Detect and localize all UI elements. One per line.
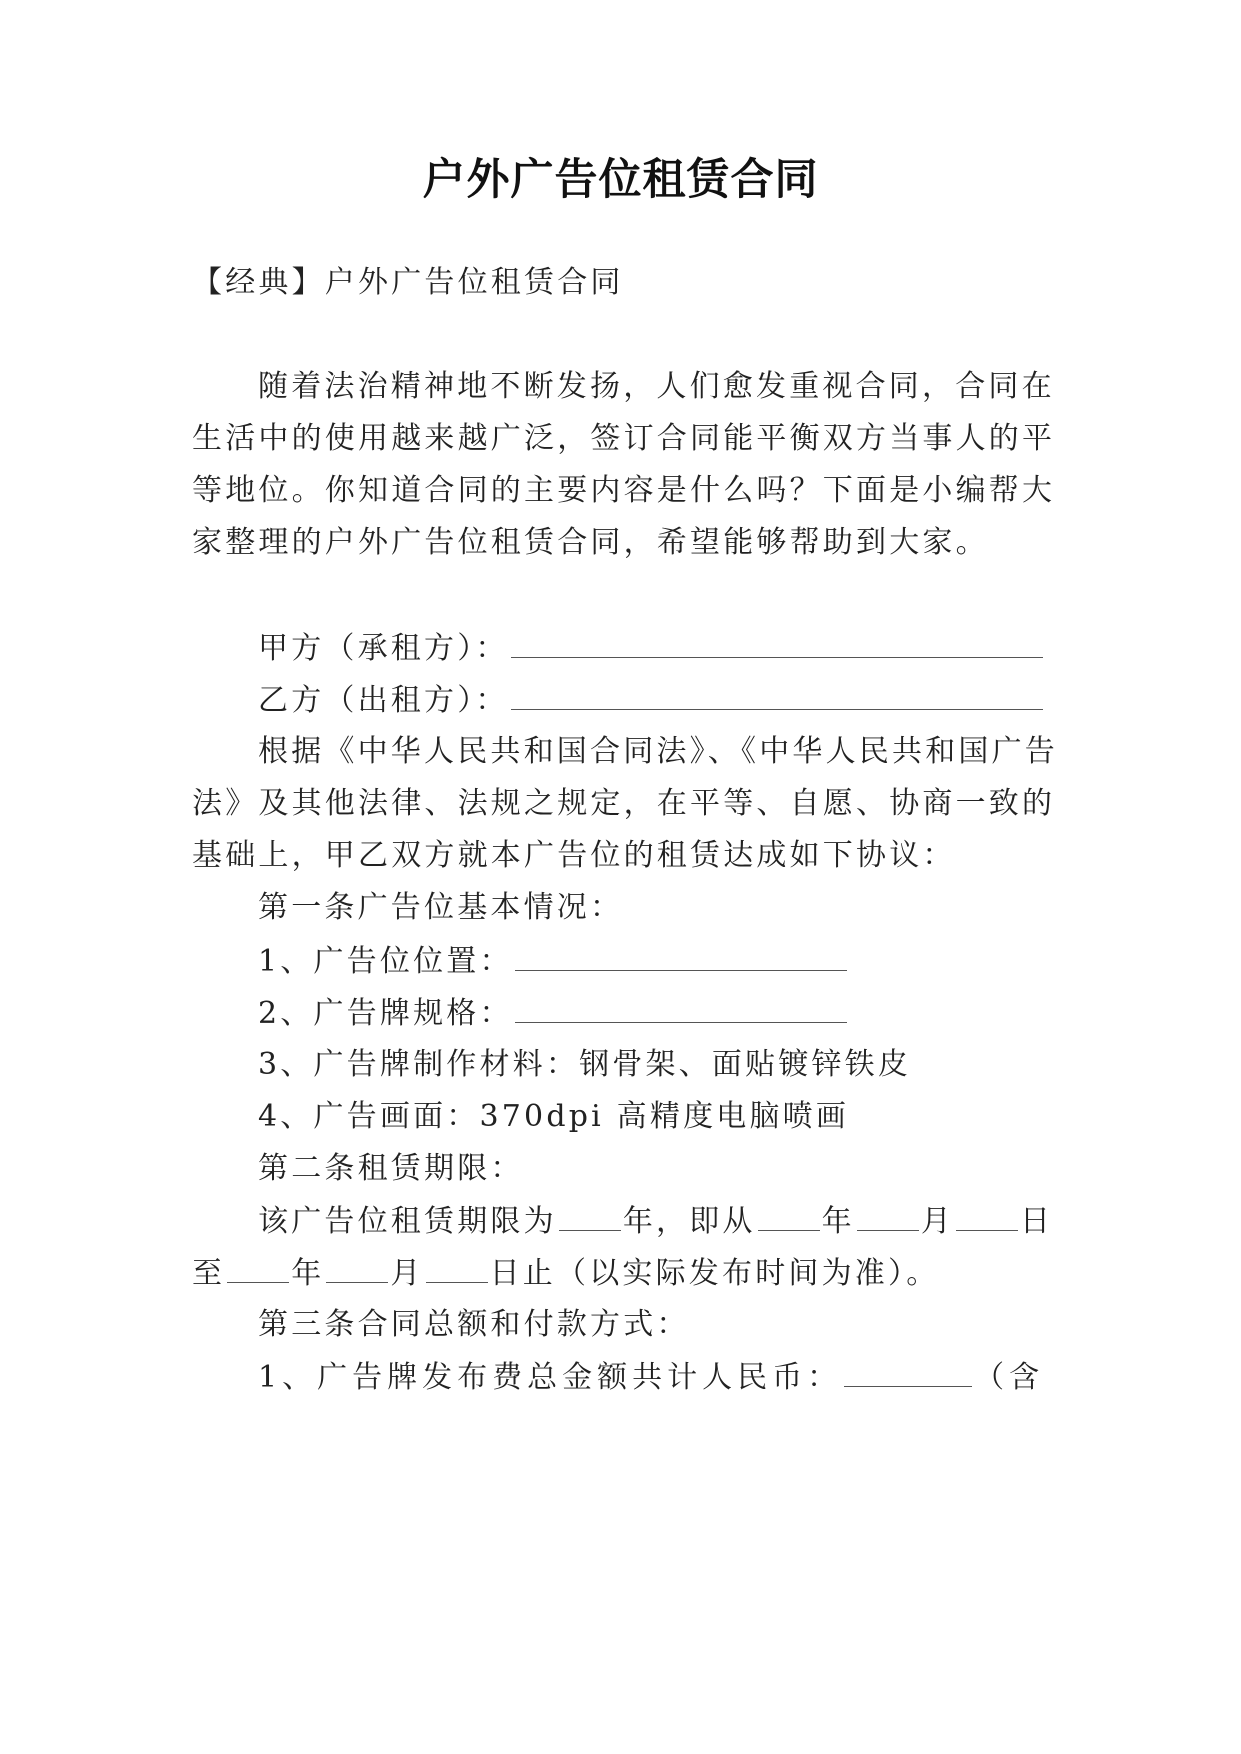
party-b-label: 乙方（出租方）： [258, 683, 509, 718]
basis-line-3: 基础上，甲乙双方就本广告位的租赁达成如下协议： [192, 838, 956, 873]
article2-line1-part1: 该广告位租赁期限为 [258, 1204, 557, 1239]
article2-line1-part3: 年 [821, 1204, 855, 1239]
intro-line-2: 生活中的使用越来越广泛，签订合同能平衡双方当事人的平 [192, 421, 1056, 456]
intro-line-1: 随着法治精神地不断发扬，人们愈发重视合同，合同在 [258, 369, 1055, 404]
document-title: 户外广告位租赁合同 [422, 155, 819, 205]
article2-end-year-blank [227, 1252, 289, 1283]
basis-line-1: 根据《中华人民共和国合同法》、《中华人民共和国广告 [258, 734, 1058, 769]
article2-title: 第二条租赁期限： [258, 1151, 524, 1186]
article3-item1-line [258, 1356, 1054, 1399]
article2-line2-part1: 至 [192, 1256, 226, 1291]
article2-start-year-blank [758, 1200, 820, 1231]
intro-line-4: 家整理的户外广告位租赁合同，希望能够帮助到大家。 [192, 525, 989, 560]
article2-line1-part5: 日 [1020, 1204, 1054, 1239]
article3-item1-label: 1、广告牌发布费总金额共计人民币： [258, 1360, 843, 1395]
article2-line-1 [258, 1200, 1054, 1243]
article1-item1-line [258, 940, 1054, 983]
article2-line-2 [192, 1252, 1054, 1295]
document-subtitle: 【经典】户外广告位租赁合同 [192, 265, 624, 300]
article2-end-day-blank [426, 1252, 488, 1283]
basis-line-2: 法》及其他法律、法规之规定，在平等、自愿、协商一致的 [192, 786, 1056, 821]
article3-item1-tail: （含 [974, 1360, 1045, 1395]
party-a-blank [511, 627, 1043, 658]
article2-line2-part4: 日止（以实际发布时间为准）。 [489, 1256, 940, 1291]
article2-start-month-blank [857, 1200, 919, 1231]
article3-amount-blank [844, 1356, 972, 1387]
article1-item4: 4、广告画面：370dpi 高精度电脑喷画 [258, 1099, 850, 1134]
intro-line-3: 等地位。你知道合同的主要内容是什么吗？下面是小编帮大 [192, 473, 1056, 508]
article2-start-day-blank [956, 1200, 1018, 1231]
article3-title: 第三条合同总额和付款方式： [258, 1307, 690, 1342]
article1-item1-blank [515, 940, 847, 971]
article1-item2-blank [515, 992, 847, 1023]
article1-item2-label: 2、广告牌规格： [258, 996, 513, 1031]
party-b-blank [511, 679, 1043, 710]
party-a-line [258, 627, 1054, 670]
party-b-line [258, 679, 1054, 722]
article2-years-blank [559, 1200, 621, 1231]
article2-line1-part2: 年，即从 [622, 1204, 756, 1239]
article1-item1-label: 1、广告位位置： [258, 944, 513, 979]
article2-end-month-blank [326, 1252, 388, 1283]
article2-line2-part2: 年 [291, 1256, 325, 1291]
article1-item2-line [258, 992, 1054, 1035]
article2-line2-part3: 月 [390, 1256, 424, 1291]
party-a-label: 甲方（承租方）： [258, 631, 509, 666]
article2-line1-part4: 月 [920, 1204, 955, 1239]
article1-title: 第一条广告位基本情况： [258, 890, 624, 925]
article1-item3: 3、广告牌制作材料：钢骨架、面贴镀锌铁皮 [258, 1047, 912, 1082]
